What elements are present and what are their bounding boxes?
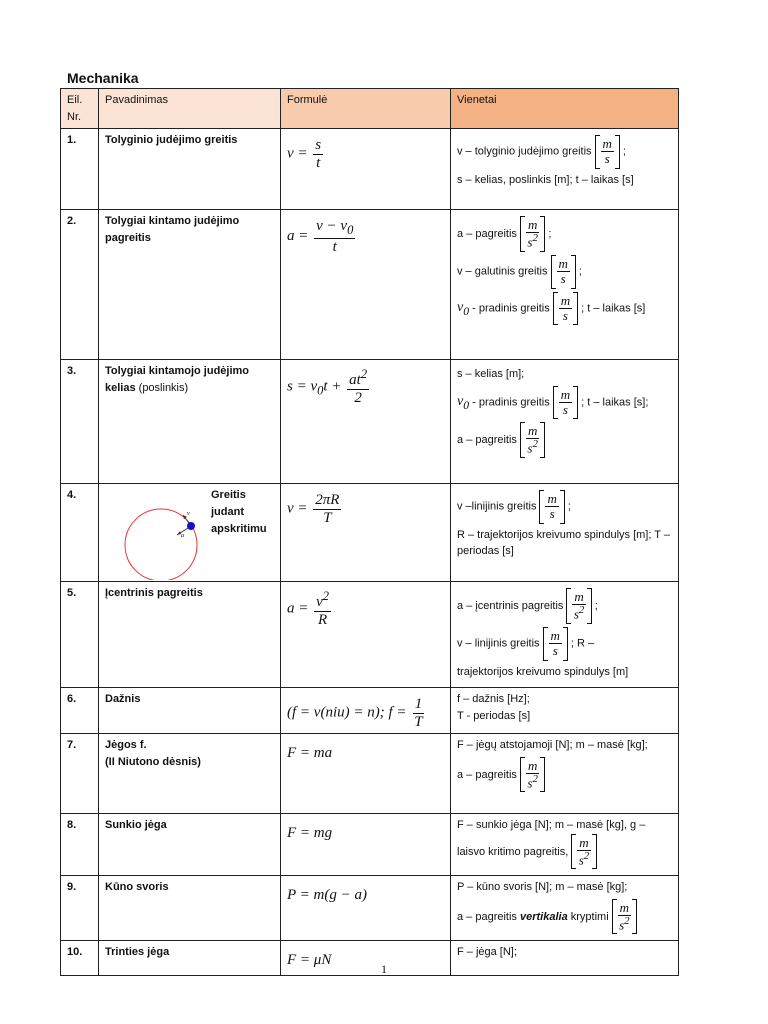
unit-m-per-s: $\frac{m}{s}$: [539, 490, 564, 524]
page-title: Mechanika: [67, 70, 139, 86]
formula-velocity: v = $\frac{s}{t}$: [281, 129, 451, 210]
unit-m-per-s: $\frac{m}{s}$: [595, 135, 620, 169]
header-number: Eil. Nr.: [61, 89, 99, 129]
row-name: Dažnis: [99, 688, 281, 734]
table-row: [61, 734, 679, 814]
table-header-row: [61, 89, 679, 129]
unit-m-per-s: $\frac{m}{s}$: [551, 255, 576, 289]
table-row: [61, 876, 679, 941]
units-cell: F – jėga [N];: [451, 941, 679, 976]
header-name: Pavadinimas: [99, 89, 281, 129]
unit-m-per-s2: $\frac{m}{s^2}$: [566, 588, 591, 624]
units-cell: F – sunkio jėga [N]; m – masė [kg], g – laisvo kritimo pagreitis, $\frac{m}{s^2}$: [451, 814, 679, 876]
row-name: Trinties jėga: [99, 941, 281, 976]
units-cell: s – kelias [m]; $v_0$ - pradinis greitis $\frac{m}{s}$ ; t – laikas [s]; a – pagreitis $\frac{m}{s^2}$: [451, 360, 679, 484]
row-number: 9.: [61, 876, 99, 941]
svg-text:v: v: [187, 511, 190, 517]
row-name: Įcentrinis pagreitis: [99, 582, 281, 688]
unit-m-per-s: $\frac{m}{s}$: [543, 627, 568, 661]
page-number: 1: [381, 962, 387, 976]
table-row: [61, 582, 679, 688]
row-number: 5.: [61, 582, 99, 688]
unit-m-per-s2: $\frac{m}{s^2}$: [571, 834, 596, 870]
unit-m-per-s: $\frac{m}{s}$: [553, 386, 578, 420]
formula-circular-velocity: v = $\frac{2\pi R}{T}$: [281, 484, 451, 582]
units-cell: v – tolyginio judėjimo greitis $\frac{m}{s}$ ; s – kelias, poslinkis [m]; t – laikas [s]: [451, 129, 679, 210]
unit-m-per-s2: $\frac{m}{s^2}$: [520, 757, 545, 793]
formula-weight: P = m(g − a): [281, 876, 451, 941]
table-row: [61, 688, 679, 734]
mechanics-formula-table: [60, 88, 679, 976]
table-row: [61, 210, 679, 360]
formula-frequency: (f = ν(niu) = n); f = $\frac{1}{T}$: [281, 688, 451, 734]
row-name-cell: Jėgos f. (II Niutono dėsnis): [99, 734, 281, 814]
row-number: 8.: [61, 814, 99, 876]
row-name-cell: [99, 484, 281, 582]
row-number: 1.: [61, 129, 99, 210]
units-cell: F – jėgų atstojamoji [N]; m – masė [kg]; a – pagreitis $\frac{m}{s^2}$: [451, 734, 679, 814]
row-name-cell: Tolygiai kintamojo judėjimo kelias (poslinkis): [99, 360, 281, 484]
units-cell: a – įcentrinis pagreitis $\frac{m}{s^2}$ ; v – linijinis greitis $\frac{m}{s}$ ; R – trajektorijos kreivumo spindulys [m]: [451, 582, 679, 688]
formula-newton2: F = ma: [281, 734, 451, 814]
header-units: Vienetai: [451, 89, 679, 129]
unit-m-per-s2: $\frac{m}{s^2}$: [520, 422, 545, 458]
units-cell: a – pagreitis $\frac{m}{s^2}$ ; v – galutinis greitis $\frac{m}{s}$ ; $v_0$ - pradinis greitis $\frac{m}{s}$ ; t – laikas [s]: [451, 210, 679, 360]
row-name: Sunkio jėga: [99, 814, 281, 876]
formula-gravity: F = mg: [281, 814, 451, 876]
formula-centripetal: a = $\frac{v^2}{R}$: [281, 582, 451, 688]
table-row: [61, 360, 679, 484]
header-formula: Formulė: [281, 89, 451, 129]
row-name: Tolygiai kintamo judėjimo pagreitis: [99, 210, 281, 360]
formula-acceleration: a = $\frac{v - v_0}{t}$: [281, 210, 451, 360]
units-cell: v –linijinis greitis $\frac{m}{s}$ ; R – trajektorijos kreivumo spindulys [m]; T – periodas [s]: [451, 484, 679, 582]
table-row: [61, 129, 679, 210]
row-number: 6.: [61, 688, 99, 734]
units-cell: P – kūno svoris [N]; m – masė [kg]; a – pagreitis vertikalia kryptimi $\frac{m}{s^2}$: [451, 876, 679, 941]
row-number: 10.: [61, 941, 99, 976]
units-cell: f – dažnis [Hz]; T - periodas [s]: [451, 688, 679, 734]
row-number: 7.: [61, 734, 99, 814]
unit-m-per-s2: $\frac{m}{s^2}$: [520, 216, 545, 252]
row-number: 3.: [61, 360, 99, 484]
table-row: [61, 814, 679, 876]
unit-m-per-s: $\frac{m}{s}$: [553, 292, 578, 326]
formula-displacement: $s = v_0t$ + $\frac{at^2}{2}$: [281, 360, 451, 484]
row-name: Tolyginio judėjimo greitis: [99, 129, 281, 210]
unit-m-per-s2: $\frac{m}{s^2}$: [612, 899, 637, 935]
svg-text:a: a: [181, 533, 184, 539]
table-row: [61, 484, 679, 582]
row-name: Greitis judant apskritimu: [211, 489, 267, 536]
row-number: 4.: [61, 484, 99, 582]
formula-friction: F = μN: [281, 941, 451, 976]
row-name: Kūno svoris: [99, 876, 281, 941]
circular-motion-diagram: [113, 490, 223, 580]
row-number: 2.: [61, 210, 99, 360]
